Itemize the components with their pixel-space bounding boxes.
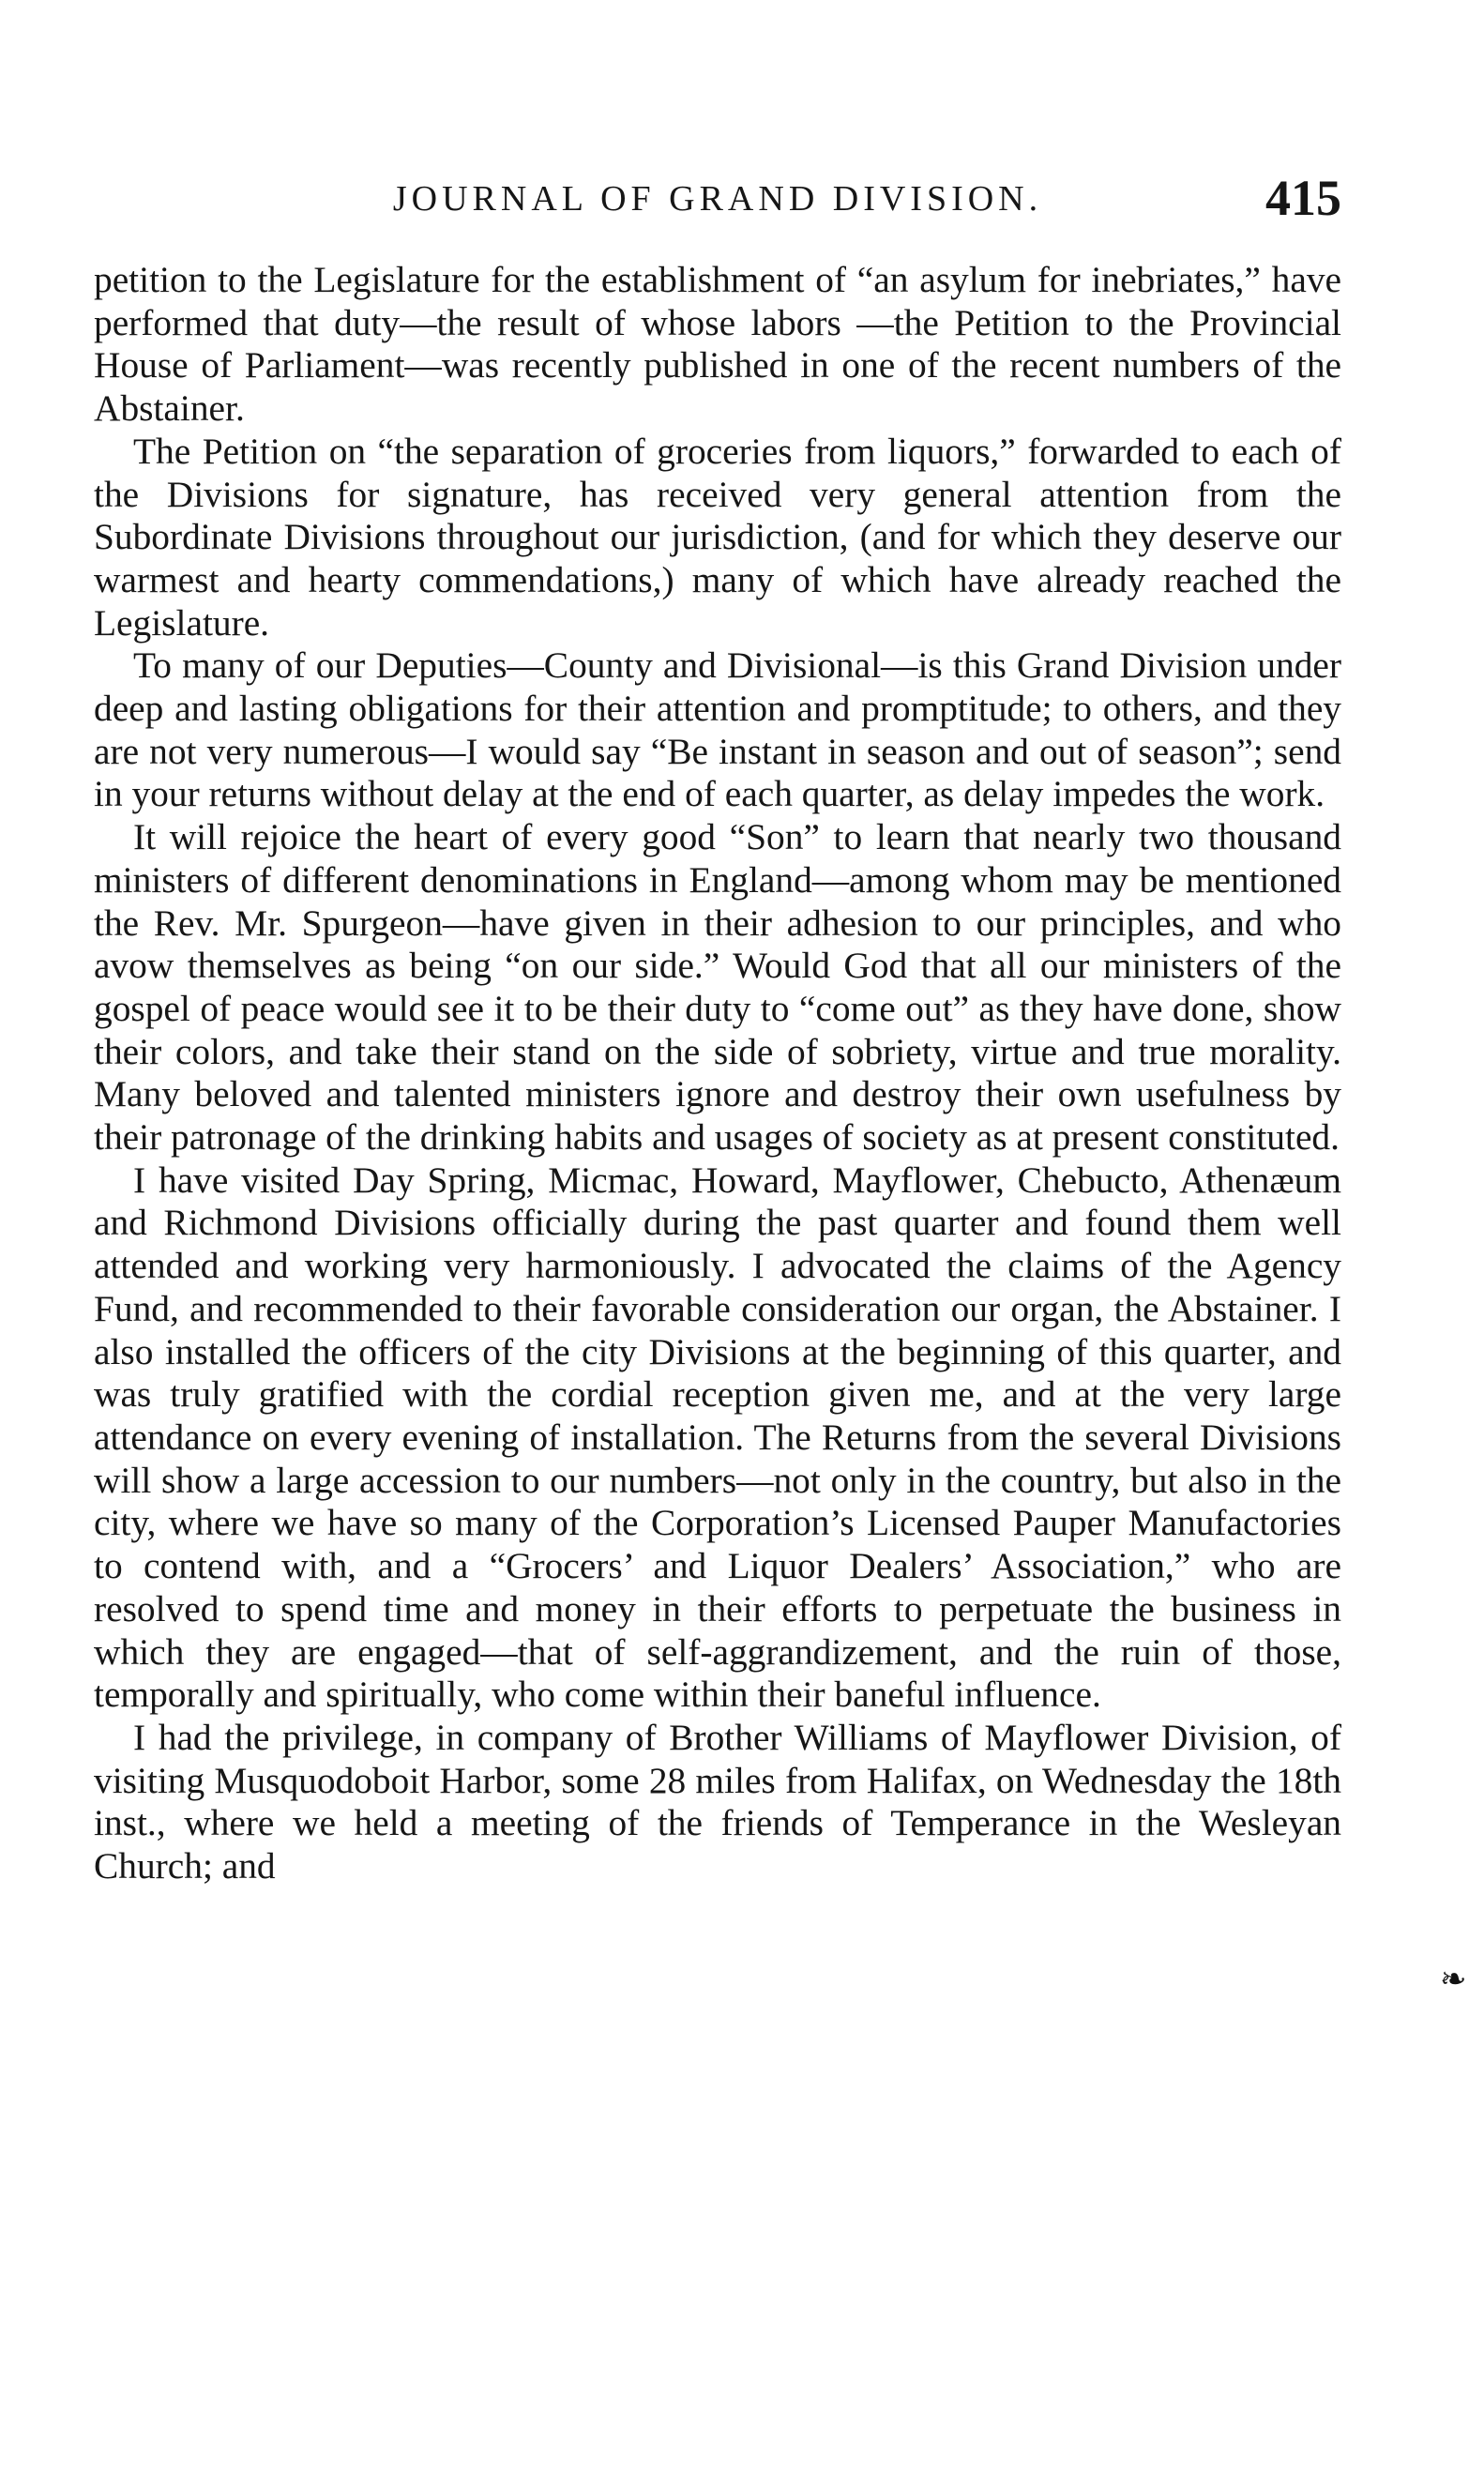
margin-ornament-icon: ❧ [1440, 1962, 1467, 1997]
page-number: 415 [1265, 170, 1341, 226]
body-text [94, 259, 1341, 1888]
paragraph: It will rejoice the heart of every good “Son” to learn that nearly two thousand ministers of different denominations in England—among whom may be mentioned the Rev. Mr. Spurgeon—have given in their adhesion to our principles, and who avow themselves as being “on our side.” Would God that all our ministers of the gospel of peace would see it to be their duty to “come out” as they have done, show their colors, and take their stand on the side of sobriety, virtue and true morality. Many beloved and talented ministers ignore and destroy their own usefulness by their patronage of the drinking habits and usages of society as at present constituted. [94, 816, 1341, 1159]
paragraph: The Petition on “the separation of groceries from liquors,” forwarded to each of the Divisions for signature, has received very general attention from the Subordinate Divisions throughout our jurisdiction, (and for which they deserve our warmest and hearty commendations,) many of which have already reached the Legislature. [94, 430, 1341, 644]
paragraph: I had the privilege, in company of Brother Williams of Mayflower Division, of visiting Musquodoboit Harbor, some 28 miles from Halifax, on Wednesday the 18th inst., where we held a meeting of the friends of Temperance in the Wesleyan Church; and [94, 1716, 1341, 1887]
paragraph: To many of our Deputies—County and Divisional—is this Grand Division under deep and lasting obligations for their attention and promptitude; to others, and they are not very numerous—I would say “Be instant in season and out of season”; send in your returns without delay at the end of each quarter, as delay impedes the work. [94, 644, 1341, 815]
page [94, 169, 1341, 1888]
paragraph: I have visited Day Spring, Micmac, Howard, Mayflower, Chebucto, Athenæum and Richmond Divisions officially during the past quarter and found them well attended and working very harmoniously. I advocated the claims of the Agency Fund, and recommended to their favorable consideration our organ, the Abstainer. I also installed the officers of the city Divisions at the beginning of this quarter, and was truly gratified with the cordial reception given me, and at the very large attendance on every evening of installation. The Returns from the several Divisions will show a large accession to our numbers—not only in the country, but also in the city, where we have so many of the Corporation’s Licensed Pauper Manufactories to contend with, and a “Grocers’ and Liquor Dealers’ Association,” who are resolved to spend time and money in their efforts to perpetuate the business in which they are engaged—that of self-aggrandizement, and the ruin of those, temporally and spiritually, who come within their baneful influence. [94, 1159, 1341, 1716]
running-title: JOURNAL OF GRAND DIVISION. [392, 179, 1043, 219]
paragraph-continued: petition to the Legislature for the establishment of “an asylum for inebriates,” have performed that duty—the result of whose labors —the Petition to the Provincial House of Parliament—was recently published in one of the recent numbers of the Abstainer. [94, 259, 1341, 430]
running-head [94, 169, 1341, 244]
